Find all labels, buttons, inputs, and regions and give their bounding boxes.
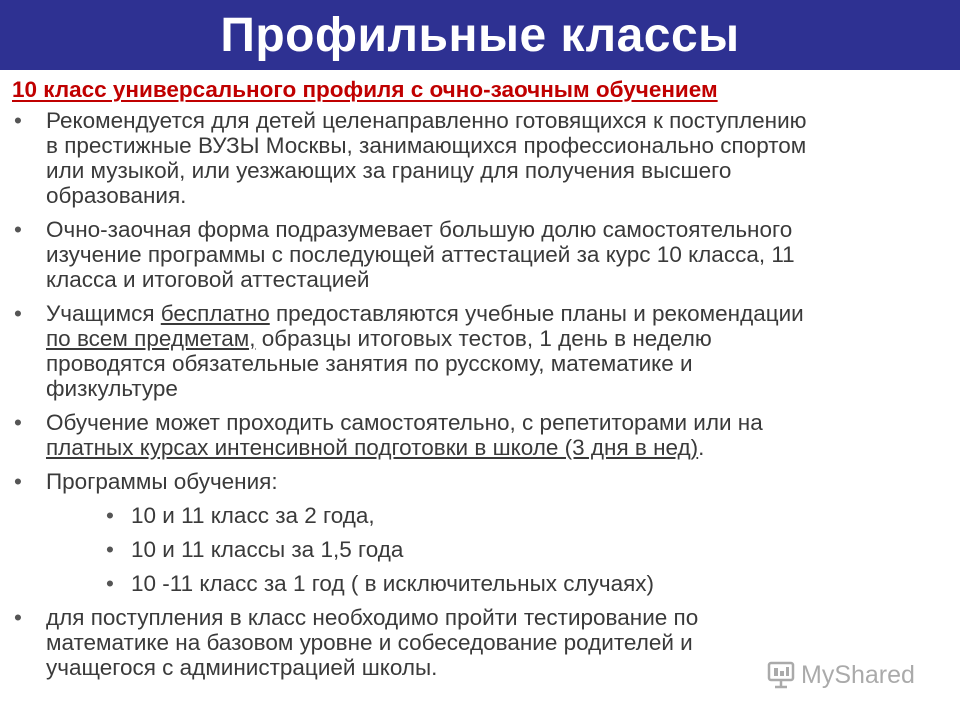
underlined-text: по всем предметам, <box>46 326 256 351</box>
bullet-item-2 <box>12 217 957 292</box>
bullet-dot-icon: • <box>14 605 22 630</box>
text-line: Обучение может проходить самостоятельно, с репетиторами или на <box>46 410 763 435</box>
text-line: 10 -11 класс за 1 год ( в исключительных случаях) <box>131 571 655 596</box>
underlined-text: бесплатно <box>160 301 270 326</box>
text-line: Рекомендуется для детей целенаправленно готовящихся к поступлению <box>46 108 807 133</box>
sub-bullet-item <box>12 537 957 562</box>
text-line: класса и итоговой аттестацией <box>46 267 370 292</box>
text-line: 10 и 11 класс за 2 года, <box>131 503 375 528</box>
text-line: образования. <box>46 183 187 208</box>
bullet-dot-icon: • <box>106 537 114 562</box>
text-line <box>46 301 957 326</box>
bullet-item-5 <box>12 469 957 494</box>
bullet-dot-icon: • <box>14 469 22 494</box>
watermark-text: MyShared <box>801 660 915 689</box>
bullet-dot-icon: • <box>106 571 114 596</box>
text-segment: . <box>698 435 705 460</box>
bullet-item-1 <box>12 108 957 208</box>
text-segment: Учащимся <box>46 301 161 326</box>
bullet-dot-icon: • <box>14 108 22 133</box>
text-line: или музыкой, или уезжающих за границу для получения высшего <box>46 158 732 183</box>
text-line: изучение программы с последующей аттестацией за курс 10 класса, 11 <box>46 242 795 267</box>
text-segment: образцы итоговых тестов, 1 день в неделю <box>255 326 712 351</box>
text-line <box>46 326 957 351</box>
bullet-dot-icon: • <box>14 410 22 435</box>
text-line: физкультуре <box>46 376 178 401</box>
bullet-list <box>12 108 957 680</box>
text-line: учащегося с администрацией школы. <box>46 655 438 680</box>
text-line: для поступления в класс необходимо пройти тестирование по <box>46 605 699 630</box>
page-title: Профильные классы <box>220 8 740 62</box>
text-line: математике на базовом уровне и собеседование родителей и <box>46 630 693 655</box>
text-line: 10 и 11 классы за 1,5 года <box>131 537 404 562</box>
text-segment: предоставляются учебные планы и рекомендации <box>269 301 804 326</box>
bullet-dot-icon: • <box>14 301 22 326</box>
underlined-text: платных курсах интенсивной подготовки в школе (3 дня в нед) <box>46 435 699 460</box>
watermark <box>766 658 936 692</box>
bullet-dot-icon: • <box>106 503 114 528</box>
text-line: проводятся обязательные занятия по русскому, математике и <box>46 351 693 376</box>
bullet-dot-icon: • <box>14 217 22 242</box>
presentation-icon <box>766 660 796 690</box>
sub-bullet-item <box>12 571 957 596</box>
text-line: в престижные ВУЗЫ Москвы, занимающихся профессионально спортом <box>46 133 807 158</box>
title-bar <box>0 0 960 70</box>
bullet-item-3 <box>12 301 957 401</box>
bullet-item-4 <box>12 410 957 460</box>
slide-subtitle: 10 класс универсального профиля с очно-заочным обучением <box>12 77 718 102</box>
text-line: Программы обучения: <box>46 469 278 494</box>
text-line <box>46 435 957 460</box>
text-line: Очно-заочная форма подразумевает большую долю самостоятельного <box>46 217 793 242</box>
sub-bullet-item <box>12 503 957 528</box>
